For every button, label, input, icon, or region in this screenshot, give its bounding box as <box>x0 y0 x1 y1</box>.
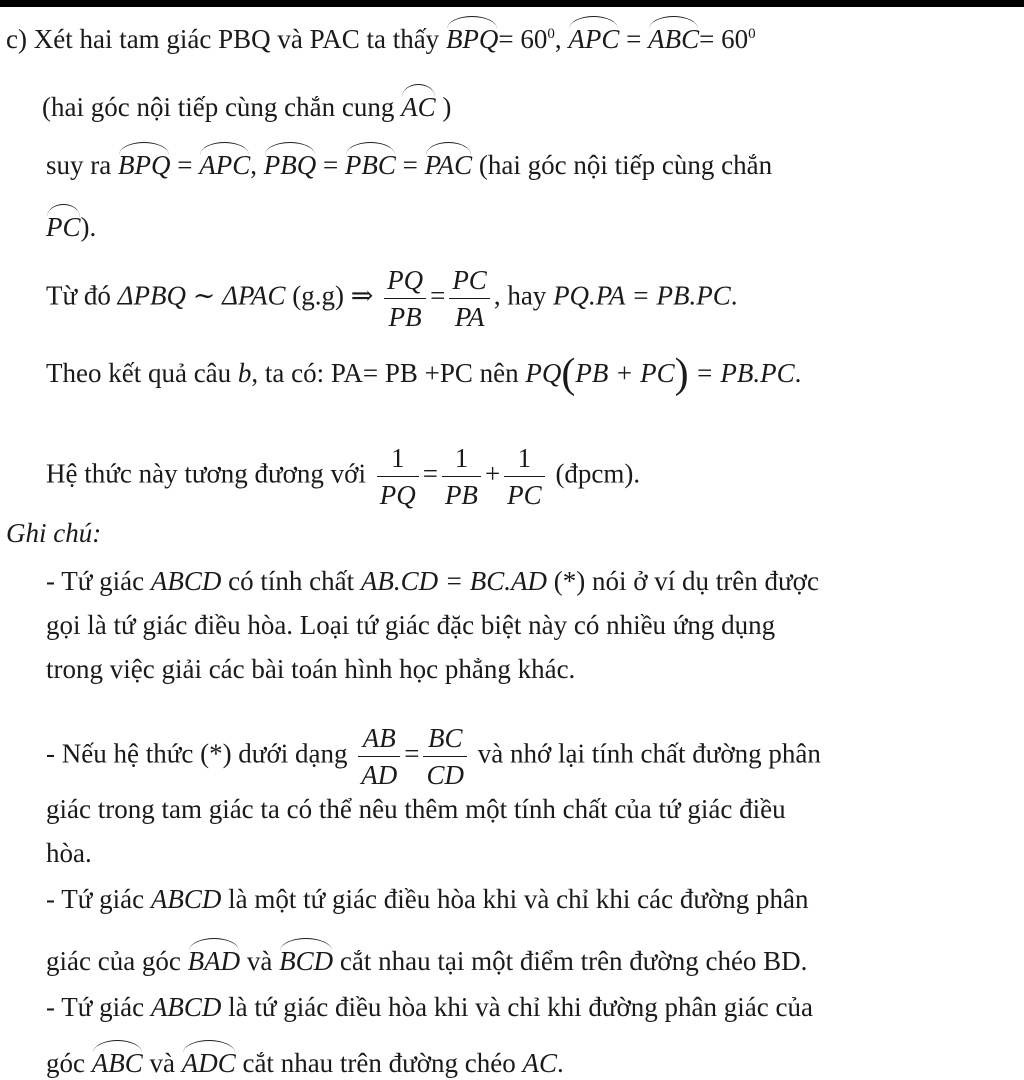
text: Theo kết quả câu <box>46 358 232 388</box>
text: (g.g) ⇒ <box>292 280 374 311</box>
numerator: PQ <box>384 262 426 299</box>
angle-abc: ABC <box>92 1040 143 1080</box>
degree: 0 <box>547 26 555 42</box>
denominator: PB <box>388 302 422 332</box>
text: . <box>730 280 738 311</box>
equation: PQ.PA = PB.PC <box>553 280 731 311</box>
angle-adc: ADC <box>182 1040 236 1080</box>
line-7 <box>46 440 640 513</box>
var-b: b <box>237 358 252 388</box>
diagonal-ac: AC <box>522 1048 558 1078</box>
pq: PQ <box>525 358 562 388</box>
denominator: PQ <box>379 480 416 510</box>
text: , hay <box>493 280 547 311</box>
numerator: 1 <box>377 440 419 477</box>
arc-pc: PC <box>46 204 81 244</box>
fraction-bc-cd <box>423 720 467 793</box>
text: - Nếu hệ thức (*) dưới dạng <box>46 738 348 769</box>
text: Hệ thức này tương đương với <box>46 458 366 489</box>
eq: = <box>422 458 438 489</box>
text: (hai góc nội tiếp cùng chắn <box>478 150 773 180</box>
angle-pbq: PBQ <box>264 142 316 182</box>
numerator: AB <box>358 720 400 757</box>
text: và <box>149 1048 175 1078</box>
angle-bad: BAD <box>188 938 240 978</box>
note-title: Ghi chú: <box>6 518 102 548</box>
text: ) <box>442 92 452 122</box>
angle-bcd: BCD <box>279 938 333 978</box>
degree: 0 <box>748 26 756 42</box>
note-line-9 <box>46 990 813 1024</box>
angle-apc: APC <box>199 142 250 182</box>
equation: AB.CD = BC.AD <box>360 566 548 596</box>
angle-pbc: PBC <box>345 142 396 182</box>
plus: + <box>484 458 501 489</box>
denominator: PC <box>507 480 542 510</box>
text: (đpcm). <box>555 458 641 489</box>
numerator: PC <box>449 262 490 299</box>
angle-abc: ABC <box>648 16 699 56</box>
text: có tính chất <box>228 566 355 596</box>
note-line-2: gọi là tứ giác điều hòa. Loại tứ giác đặc biệt này có nhiều ứng dụng <box>46 610 776 640</box>
angle-bpq: BPQ <box>446 16 498 56</box>
line-5: Từ đó ΔPBQ ∼ ΔPAC (g.g) ⇒ $\frac{PQ}{PB}$ = $\frac{PC}{PA}$ , hay PQ.PA = PB.PC. <box>46 262 738 335</box>
note-line-3: trong việc giải các bài toán hình học phẳng khác. <box>46 654 576 684</box>
note-line-1 <box>46 564 819 598</box>
note-line-8 <box>46 938 807 978</box>
sum: PB + PC <box>575 358 675 388</box>
similarity: ΔPBQ ∼ ΔPAC <box>117 280 286 311</box>
text: và <box>246 946 273 976</box>
angle-bpq: BPQ <box>118 142 170 182</box>
fraction-1-pc <box>504 440 545 513</box>
text: . <box>794 358 802 388</box>
denominator: PB <box>444 480 478 510</box>
quad: ABCD <box>150 884 222 914</box>
text: . <box>557 1048 564 1078</box>
numerator: BC <box>423 720 467 757</box>
fraction-1-pq <box>377 440 419 513</box>
text: cắt nhau trên đường chéo <box>242 1048 516 1078</box>
text: Từ đó <box>46 280 111 311</box>
text: ). <box>80 212 97 242</box>
text: là tứ giác điều hòa khi và chỉ khi đường phân giác của <box>228 992 813 1022</box>
note-line-10 <box>46 1040 564 1080</box>
text: , ta có: PA= PB +PC nên <box>251 358 519 388</box>
note-line-6: hòa. <box>46 838 92 868</box>
arc-ac: AC <box>401 84 436 124</box>
eq: = 60 <box>498 24 548 54</box>
numerator: 1 <box>504 440 545 477</box>
line-4 <box>46 204 96 244</box>
line-2 <box>42 84 451 124</box>
text: và nhớ lại tính chất đường phân <box>477 738 821 769</box>
angle-pac: PAC <box>425 142 473 182</box>
angle-apc: APC <box>568 16 619 56</box>
fraction-ab-ad <box>358 720 400 793</box>
text: c) Xét hai tam giác PBQ và PAC ta thấy <box>6 24 440 54</box>
text: - Tứ giác <box>46 566 145 596</box>
text: là một tứ giác điều hòa khi và chỉ khi các đường phân <box>228 884 809 914</box>
fraction-1-pb <box>442 440 481 513</box>
text: (*) nói ở ví dụ trên được <box>553 566 819 596</box>
text: - Tứ giác <box>46 992 145 1022</box>
note-line-5: giác trong tam giác ta có thể nêu thêm một tính chất của tứ giác điều <box>46 794 786 824</box>
rhs: = PB.PC <box>695 358 795 388</box>
line-1: c) Xét hai tam giác PBQ và PAC ta thấy $BPQ= 60^0$, APC = $ABC= 60^0$ <box>6 16 756 56</box>
denominator: PA <box>454 302 485 332</box>
denominator: CD <box>426 760 464 790</box>
eq: = <box>404 738 420 769</box>
quad: ABCD <box>150 992 222 1022</box>
text: - Tứ giác <box>46 884 145 914</box>
line-3: suy ra BPQ = APC, PBQ = PBC = PAC (hai góc nội tiếp cùng chắn <box>46 142 772 182</box>
numerator: 1 <box>442 440 481 477</box>
text: cắt nhau tại một điểm trên đường chéo BD. <box>339 946 808 976</box>
text: suy ra <box>46 150 112 180</box>
denominator: AD <box>361 760 398 790</box>
text: góc <box>46 1048 85 1078</box>
fraction-pq-pb <box>384 262 426 335</box>
note-line-7 <box>46 882 809 916</box>
sep: , <box>554 24 562 54</box>
eq: = 60 <box>699 24 749 54</box>
line-6: Theo kết quả câu b, ta có: PA= PB +PC nên PQ(PB + PC) = PB.PC. <box>46 351 802 397</box>
note-line-4 <box>46 720 821 793</box>
fraction-pc-pa <box>449 262 490 335</box>
text: giác của góc <box>46 946 181 976</box>
text: (hai góc nội tiếp cùng chắn cung <box>42 92 395 122</box>
quad: ABCD <box>150 566 222 596</box>
top-edge-bar <box>0 0 1024 7</box>
